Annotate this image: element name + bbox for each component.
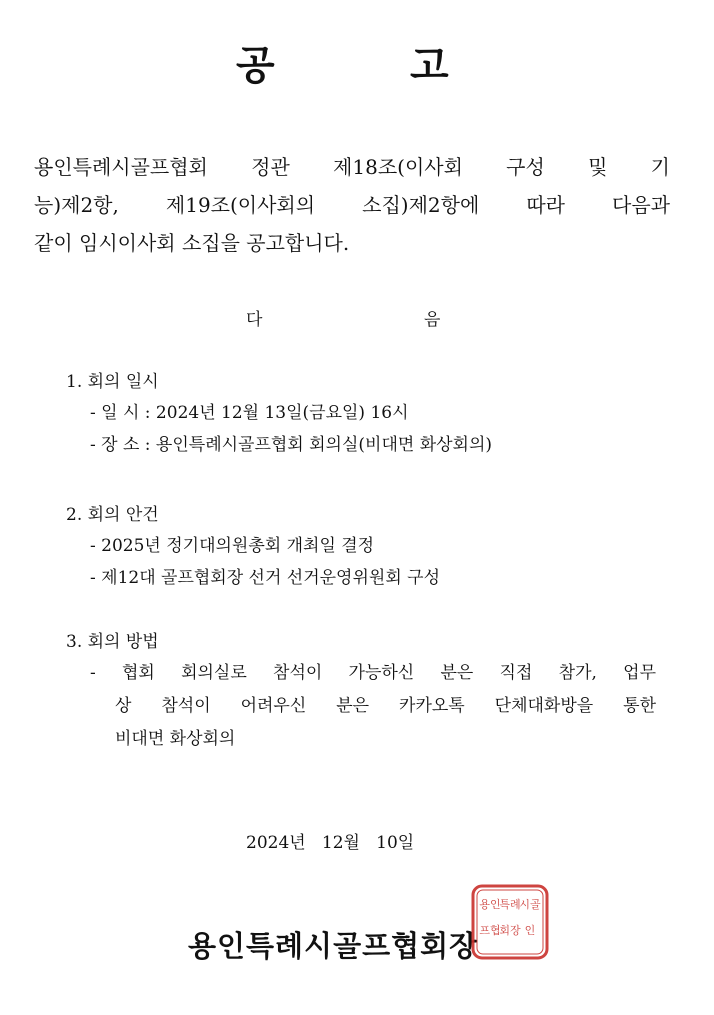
official-seal-icon [471,884,549,960]
svg-text:시골: 시골 [519,898,541,911]
section-meeting-agenda [66,500,440,594]
notice-title [0,34,714,89]
section-meeting-method [66,627,656,756]
organization-name: 용인특례시골프협회장 [188,929,479,963]
title-char-1: 공 [236,42,275,89]
svg-text:회장: 회장 [499,924,521,937]
list-item-agenda-1: - 2025년 정기대의원총회 개최일 결정 [90,536,375,556]
list-item-agenda-2: - 제12대 골프협회장 선거 선거운영위원회 구성 [90,568,440,588]
title-char-2: 고 [410,42,449,89]
section-heading: 2. 회의 안건 [66,505,159,525]
notice-date: 2024년 12월 10일 [246,833,415,853]
daeum-char-2: 음 [424,310,441,330]
section-heading: 1. 회의 일시 [66,372,159,392]
section-meeting-datetime [66,367,492,461]
method-line-2: 상 참석이 어려우신 분은 카카오톡 단체대화방을 통한 [115,696,656,716]
method-line-3: 비대면 화상회의 [115,729,236,749]
list-item-location: - 장 소 : 용인특례시골프협회 회의실(비대면 화상회의) [90,435,493,455]
svg-text:특례: 특례 [499,898,521,911]
intro-paragraph [34,148,670,262]
method-paragraph [66,657,656,756]
svg-text:인: 인 [524,924,536,937]
method-line-1: - 협회 회의실로 참석이 가능하신 분은 직접 참가, 업무 [90,663,656,683]
list-item-datetime: - 일 시 : 2024년 12월 13일(금요일) 16시 [90,403,409,423]
daeum-char-1: 다 [246,310,263,330]
svg-text:프협: 프협 [479,924,501,937]
svg-text:용인: 용인 [479,898,501,911]
intro-line-1: 용인특례시골프협회 정관 제18조(이사회 구성 및 기 [34,155,670,179]
intro-line-3: 같이 임시이사회 소집을 공고합니다. [34,231,350,255]
section-heading: 3. 회의 방법 [66,632,159,652]
intro-line-2: 능)제2항, 제19조(이사회의 소집)제2항에 따라 다음과 [34,193,670,217]
